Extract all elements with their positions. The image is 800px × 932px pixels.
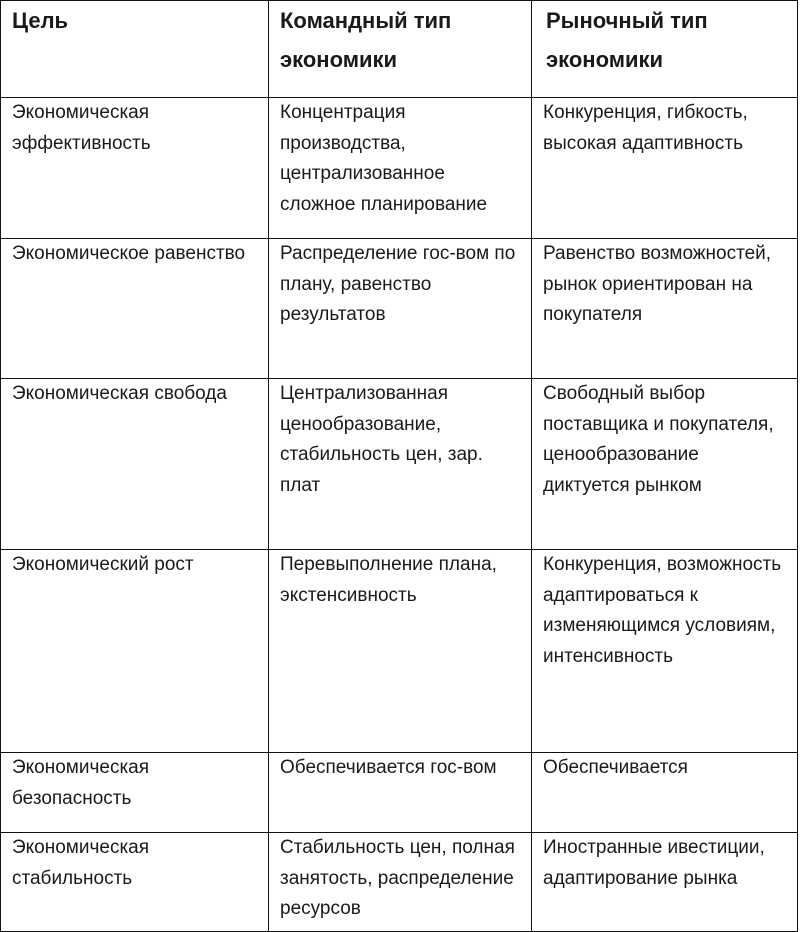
header-goal: Цель [1,1,269,98]
goal-text: Экономическое равенство [12,243,246,264]
table-row [1,239,798,379]
command-text: Распределение гос-вом по плану, равенство результатов [280,243,516,325]
header-command-economy: Командный тип экономики [269,1,532,98]
table-row [1,98,798,239]
market-text: Равенство возможностей, рынок ориентирован на покупателя [543,243,772,325]
goal-text: Экономическая эффективность [12,102,151,154]
goal-cell [1,753,269,833]
table-row [1,550,798,753]
goal-cell [1,379,269,550]
market-text: Конкуренция, возможность адаптироваться к изменяющимся условиям, интенсивность [543,554,782,667]
table-row [1,753,798,833]
goal-cell [1,98,269,239]
command-cell [269,833,532,932]
header-row [1,1,798,98]
command-cell [269,753,532,833]
market-cell [532,550,798,753]
command-cell [269,550,532,753]
market-cell [532,379,798,550]
market-text: Конкуренция, гибкость, высокая адаптивность [543,102,748,154]
command-text: Перевыполнение плана, экстенсивность [280,554,497,606]
command-cell [269,98,532,239]
goal-text: Экономический рост [12,554,194,575]
command-text: Обеспечивается гос-вом [280,757,497,778]
goal-cell [1,550,269,753]
market-cell [532,833,798,932]
command-text: Стабильность цен, полная занятость, распределение ресурсов [280,837,515,919]
command-text: Централизованная ценообразование, стабильность цен, зар. плат [280,383,483,496]
goal-text: Экономическая стабильность [12,837,150,889]
command-cell [269,239,532,379]
market-cell [532,239,798,379]
goal-text: Экономическая безопасность [12,757,150,809]
table-row [1,379,798,550]
market-text: Свободный выбор поставщика и покупателя, ценообразование диктуется рынком [543,383,774,496]
market-cell [532,753,798,833]
table-row [1,833,798,932]
command-text: Концентрация производства, централизованное сложное планирование [280,102,488,215]
market-cell [532,98,798,239]
market-text: Иностранные ивестиции, адаптирование рынка [543,837,765,889]
goal-cell [1,833,269,932]
header-market-economy: Рыночный тип экономики [532,1,798,98]
command-cell [269,379,532,550]
market-text: Обеспечивается [543,757,688,778]
goal-cell [1,239,269,379]
goal-text: Экономическая свобода [12,383,227,404]
